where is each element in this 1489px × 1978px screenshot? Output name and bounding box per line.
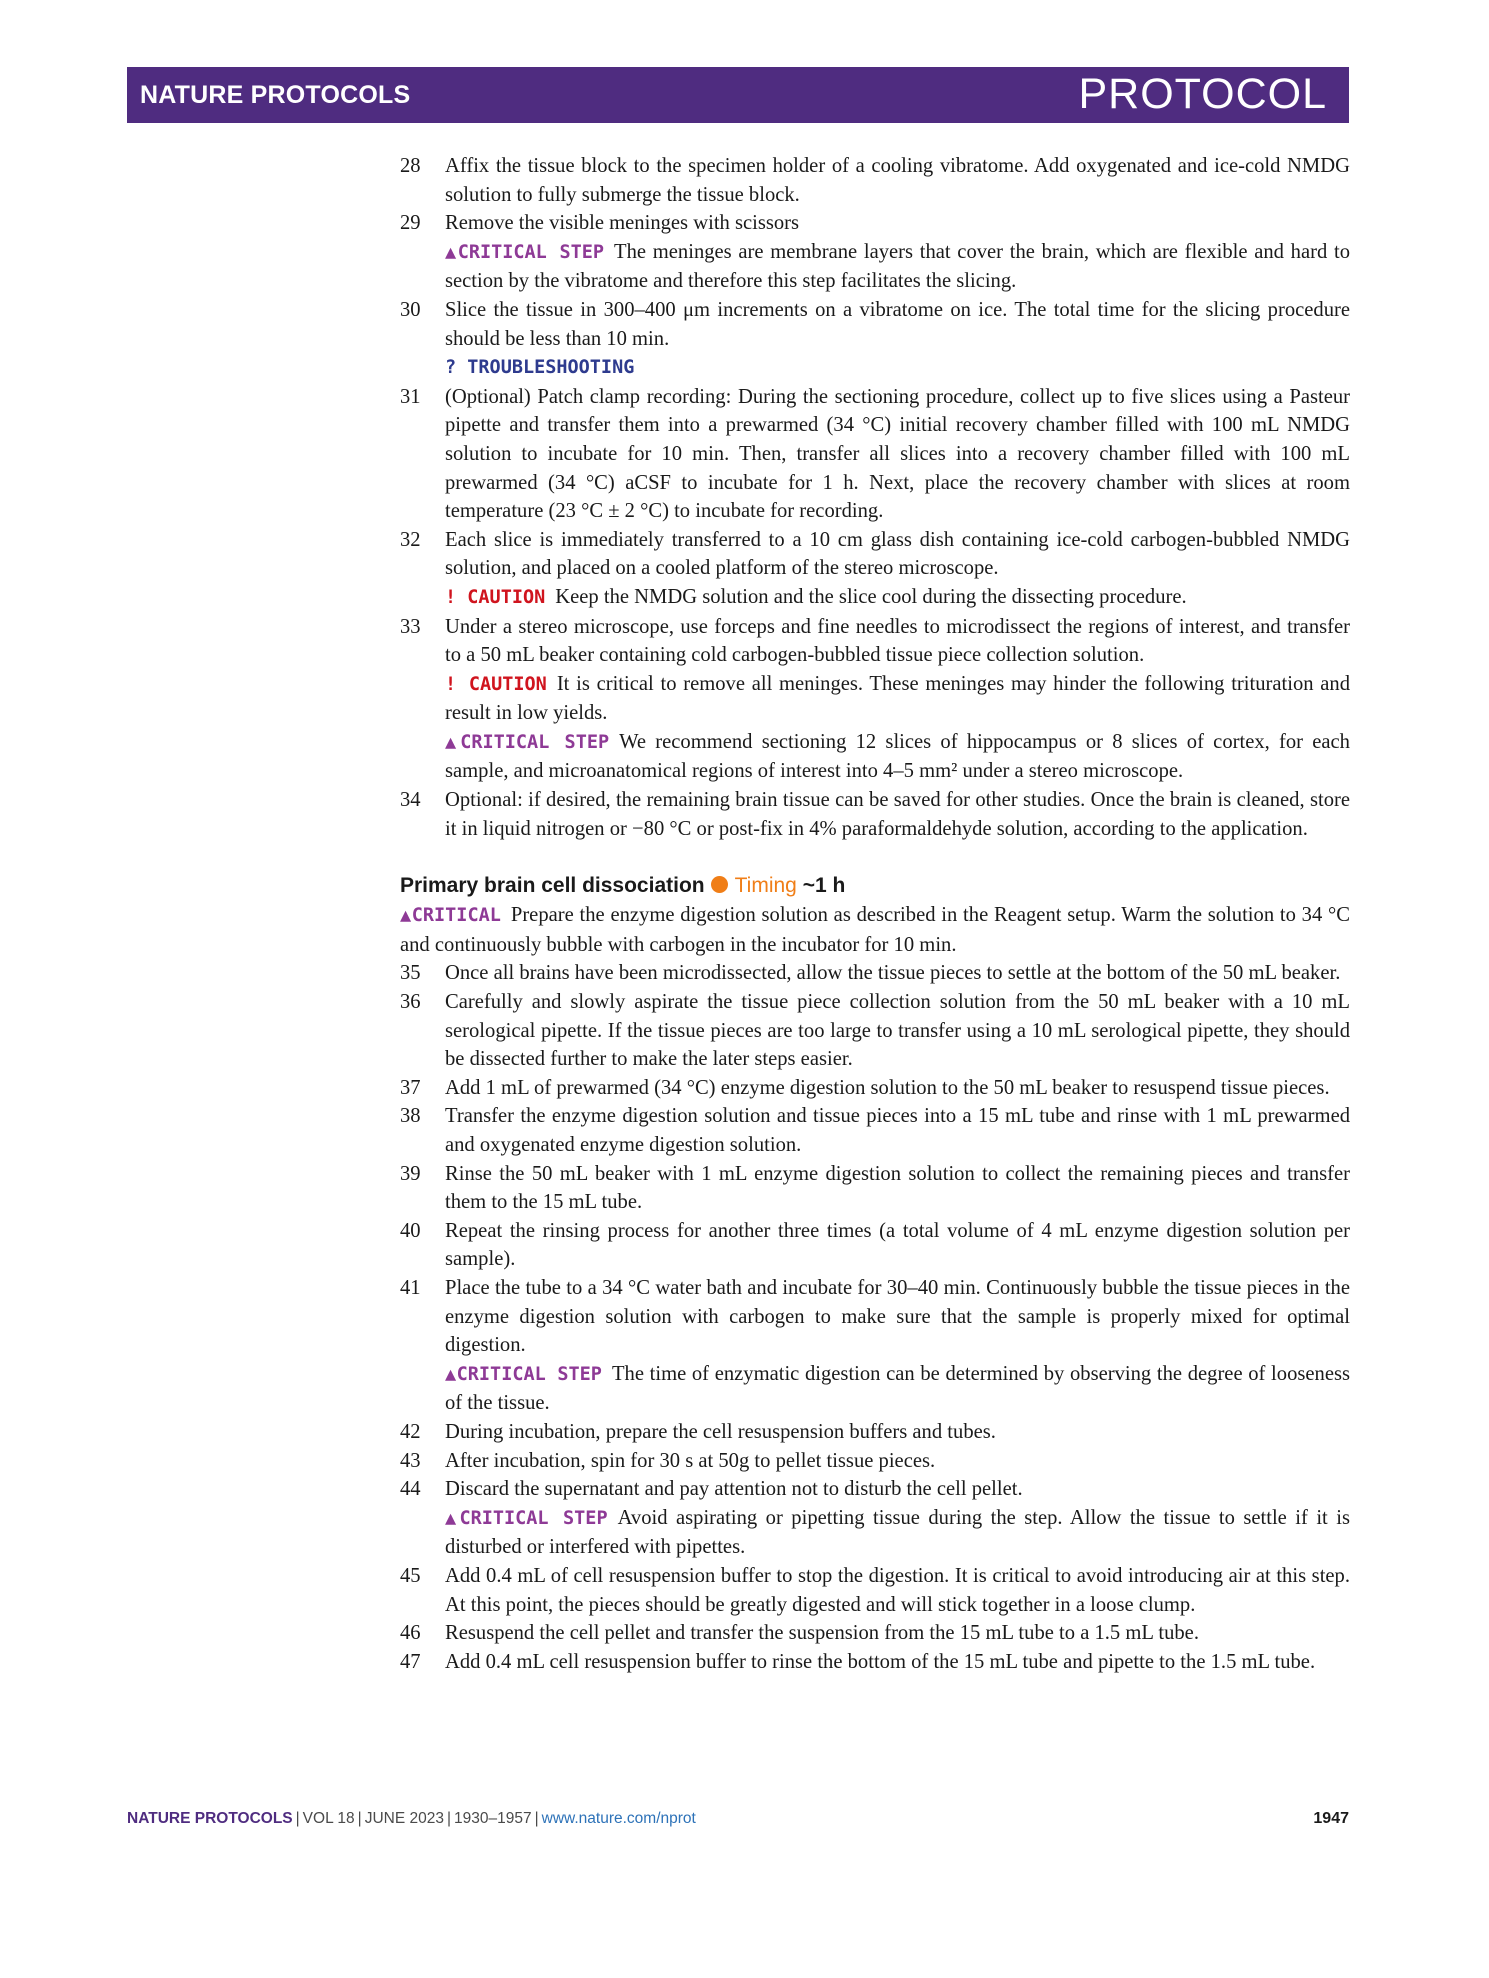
step-28 <box>400 152 1350 209</box>
step-text: After incubation, spin for 30 s at 50g to pellet tissue pieces. <box>445 1449 936 1472</box>
step-number: 32 <box>400 528 421 551</box>
step-36 <box>400 988 1350 1074</box>
step-31 <box>400 383 1350 526</box>
step-46 <box>400 1619 1350 1648</box>
critical-step-tag: ▲CRITICAL STEP <box>445 1507 608 1529</box>
protocol-body <box>400 152 1350 1676</box>
step-39 <box>400 1160 1350 1217</box>
step-number: 46 <box>400 1622 421 1645</box>
step-41 <box>400 1274 1350 1360</box>
footer-volume: VOL 18 <box>302 1810 355 1827</box>
critical-tag: ▲CRITICAL <box>400 905 501 927</box>
page-footer: NATURE PROTOCOLS | VOL 18 | JUNE 2023 | 1930–1957 | www.nature.com/nprot 1947 <box>127 1810 1349 1827</box>
step-number: 29 <box>400 212 421 235</box>
step-text: Slice the tissue in 300–400 μm increments on a vibratome on ice. The total time for the slicing procedure should be less than 10 min. <box>445 298 1350 350</box>
step-number: 44 <box>400 1478 421 1501</box>
footer-journal: NATURE PROTOCOLS <box>127 1810 293 1827</box>
step-text: Under a stereo microscope, use forceps and fine needles to microdissect the regions of interest, and transfer to a 50 mL beaker containing cold carbogen-bubbled tissue piece collection solution. <box>445 615 1350 667</box>
caution-tag: ! CAUTION <box>445 586 546 608</box>
step-text: Add 0.4 mL of cell resuspension buffer to stop the digestion. It is critical to avoid introducing air at this step. At this point, the pieces should be greatly digested and will stick together in a loose clump. <box>445 1564 1350 1616</box>
critical-step-tag: ▲CRITICAL STEP <box>445 731 610 753</box>
timing-label: Timing <box>734 874 797 898</box>
step-43 <box>400 1447 1350 1476</box>
page-header <box>127 67 1349 123</box>
step-number: 28 <box>400 155 421 177</box>
step-text: Resuspend the cell pellet and transfer the suspension from the 15 mL tube to a 1.5 mL tube. <box>445 1622 1199 1645</box>
step-text: Add 1 mL of prewarmed (34 °C) enzyme digestion solution to the 50 mL beaker to resuspend tissue pieces. <box>445 1076 1330 1099</box>
steps-block-dissociation <box>400 959 1350 1676</box>
critical-step-tag: ▲CRITICAL STEP <box>445 1363 602 1385</box>
step-number: 38 <box>400 1105 421 1128</box>
page-number: 1947 <box>1313 1810 1349 1827</box>
step-44 <box>400 1475 1350 1504</box>
critical-step-note <box>400 1360 1350 1418</box>
step-text: Rinse the 50 mL beaker with 1 mL enzyme digestion solution to collect the remaining pieces and transfer them to the 15 mL tube. <box>445 1162 1350 1214</box>
critical-step-note <box>400 1504 1350 1562</box>
step-text: Remove the visible meninges with scissors <box>445 212 800 235</box>
section-critical-note <box>400 901 1350 959</box>
step-text: Transfer the enzyme digestion solution and tissue pieces into a 15 mL tube and rinse with 1 mL prewarmed and oxygenated enzyme digestion solution. <box>445 1105 1350 1156</box>
footer-url-link[interactable]: www.nature.com/nprot <box>541 1810 696 1827</box>
step-number: 30 <box>400 298 421 321</box>
critical-step-note <box>400 728 1350 786</box>
step-number: 45 <box>400 1564 421 1587</box>
step-47 <box>400 1648 1350 1677</box>
step-text: (Optional) Patch clamp recording: During the sectioning procedure, collect up to five slices using a Pasteur pipette and transfer them into a prewarmed (34 °C) initial recovery chamber filled with 100 mL NMDG solution to incubate for 10 min. Then, transfer all slices into a recovery chamber filled with 100 mL prewarmed (34 °C) aCSF to incubate for 1 h. Next, place the recovery chamber with slices at room temperature (23 °C ± 2 °C) to incubate for recording. <box>445 385 1350 523</box>
step-number: 40 <box>400 1219 421 1242</box>
step-text: It is critical to remove all meninges. These meninges may hinder the following trituration and result in low yields. <box>445 672 1351 725</box>
footer-pages: 1930–1957 <box>454 1810 532 1827</box>
step-text: Each slice is immediately transferred to a 10 cm glass dish containing ice-cold carbogen-bubbled NMDG solution, and placed on a cooled platform of the stereo microscope. <box>445 528 1350 580</box>
footer-date: JUNE 2023 <box>364 1810 444 1827</box>
critical-step-note <box>400 238 1350 296</box>
step-32 <box>400 526 1350 583</box>
step-text: Avoid aspirating or pipetting tissue during the step. Allow the tissue to settle if it is disturbed or interfered with pipettes. <box>445 1506 1350 1559</box>
step-text: Keep the NMDG solution and the slice cool during the dissecting procedure. <box>555 585 1187 608</box>
section-heading <box>400 871 1350 901</box>
step-number: 47 <box>400 1650 421 1673</box>
troubleshooting-tag: ? TROUBLESHOOTING <box>445 357 635 379</box>
troubleshooting-note <box>400 353 1350 383</box>
step-42 <box>400 1418 1350 1447</box>
step-text: Repeat the rinsing process for another three times (a total volume of 4 mL enzyme digestion solution per sample). <box>445 1219 1350 1271</box>
steps-block-dissection <box>400 152 1350 843</box>
step-text: During incubation, prepare the cell resuspension buffers and tubes. <box>445 1420 996 1443</box>
step-number: 43 <box>400 1449 421 1472</box>
article-type: PROTOCOL <box>1078 70 1327 118</box>
step-34 <box>400 786 1350 843</box>
caution-tag: ! CAUTION <box>445 673 547 695</box>
critical-step-tag: ▲CRITICAL STEP <box>445 241 605 263</box>
step-text: The time of enzymatic digestion can be determined by observing the degree of looseness of the tissue. <box>445 1362 1350 1415</box>
critical-text: Prepare the enzyme digestion solution as described in the Reagent setup. Warm the solution to 34 °C and continuously bubble with carbogen in the incubator for 10 min. <box>400 904 1351 956</box>
step-35 <box>400 959 1350 988</box>
step-number: 37 <box>400 1076 421 1099</box>
step-text: Affix the tissue block to the specimen holder of a cooling vibratome. Add oxygenated and ice-cold NMDG solution to fully submerge the tissue block. <box>445 155 1350 206</box>
step-text: Carefully and slowly aspirate the tissue piece collection solution from the 50 mL beaker with a 10 mL serological pipette. If the tissue pieces are too large to transfer using a 10 mL serological pipette, they should be dissected further to make the later steps easier. <box>445 991 1350 1071</box>
step-number: 42 <box>400 1420 421 1443</box>
step-number: 31 <box>400 385 421 408</box>
step-number: 33 <box>400 615 421 638</box>
step-number: 34 <box>400 789 421 812</box>
step-text: Add 0.4 mL cell resuspension buffer to rinse the bottom of the 15 mL tube and pipette to the 1.5 mL tube. <box>445 1650 1316 1673</box>
step-number: 41 <box>400 1276 421 1299</box>
step-40 <box>400 1217 1350 1274</box>
section-title: Primary brain cell dissociation <box>400 874 705 898</box>
step-45 <box>400 1562 1350 1619</box>
step-33 <box>400 613 1350 670</box>
journal-name: NATURE PROTOCOLS <box>140 81 411 109</box>
step-29 <box>400 209 1350 238</box>
step-text: Once all brains have been microdissected, allow the tissue pieces to settle at the bottom of the 50 mL beaker. <box>445 962 1341 985</box>
timing-value: ~1 h <box>802 874 846 898</box>
caution-note <box>400 670 1350 728</box>
step-38 <box>400 1102 1350 1159</box>
step-number: 35 <box>400 962 421 985</box>
step-text: Discard the supernatant and pay attention not to disturb the cell pellet. <box>445 1478 1023 1501</box>
step-30 <box>400 296 1350 353</box>
step-37 <box>400 1074 1350 1103</box>
step-text: The meninges are membrane layers that cover the brain, which are flexible and hard to section by the vibratome and therefore this step facilitates the slicing. <box>445 240 1350 293</box>
caution-note <box>400 583 1350 613</box>
step-number: 36 <box>400 991 421 1014</box>
step-text: Place the tube to a 34 °C water bath and incubate for 30–40 min. Continuously bubble the tissue pieces in the enzyme digestion solution with carbogen to make sure that the sample is properly mixed for optimal digestion. <box>445 1276 1350 1357</box>
timing-dot-icon <box>711 876 728 893</box>
step-number: 39 <box>400 1162 421 1185</box>
step-text: We recommend sectioning 12 slices of hippocampus or 8 slices of cortex, for each sample, and microanatomical regions of interest into 4–5 mm² under a stereo microscope. <box>445 730 1350 783</box>
step-text: Optional: if desired, the remaining brain tissue can be saved for other studies. Once the brain is cleaned, store it in liquid nitrogen or −80 °C or post-fix in 4% paraformaldehyde solution, according to the application. <box>445 789 1350 840</box>
